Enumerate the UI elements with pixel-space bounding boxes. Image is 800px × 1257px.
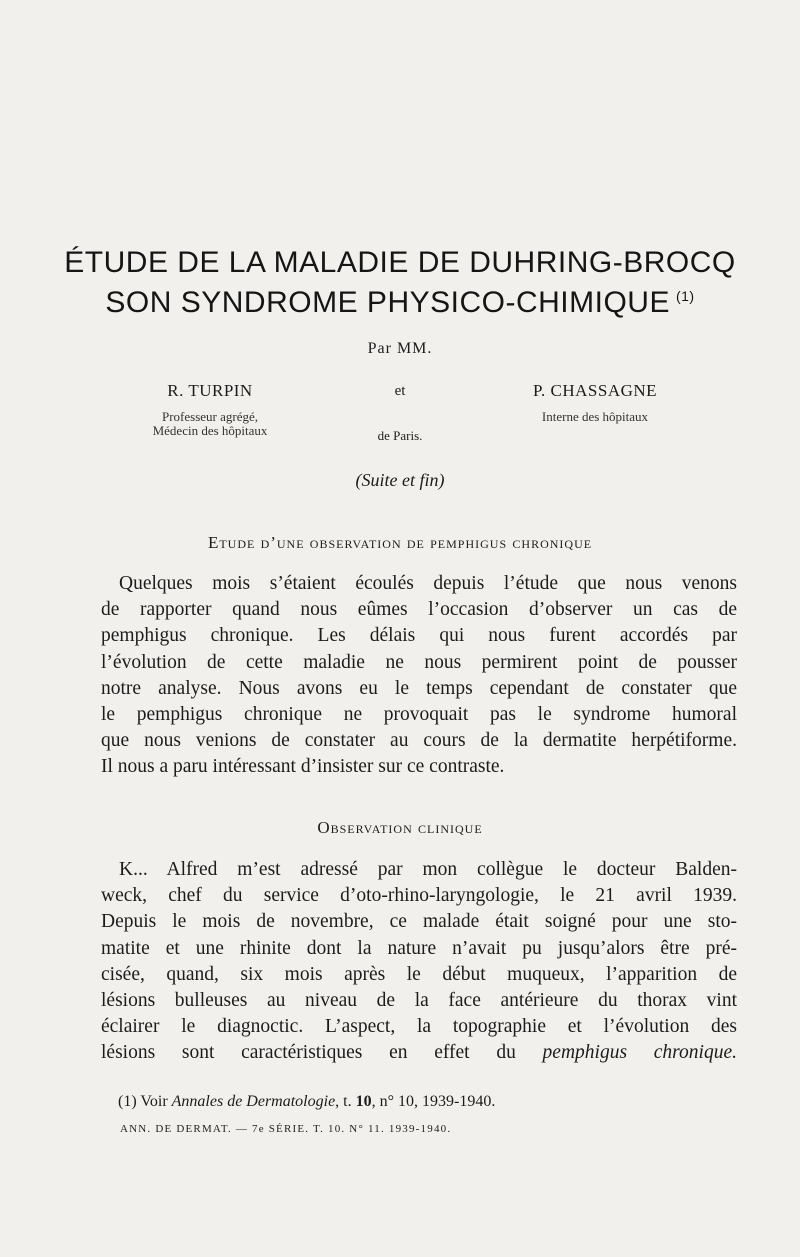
footnote-marker: (1)	[118, 1093, 137, 1110]
paragraph-observation	[101, 857, 737, 1067]
section-heading-etude: Etude d’une observation de pemphigus chronique	[207, 533, 593, 552]
text-line: l’évolution de cette maladie ne nous permirent point de pousser	[101, 651, 737, 673]
text-line: Quelques mois s’étaient écoulés depuis l’étude que nous venons	[119, 573, 737, 594]
author-chassagne	[480, 381, 710, 424]
footnote	[118, 1093, 495, 1111]
author-name: P. CHASSAGNE	[532, 381, 658, 400]
author-connector: et	[394, 383, 406, 399]
text-line: le pemphigus chronique ne provoquait pas le syndrome humoral	[101, 703, 737, 725]
footnote-rest: , n° 10, 1939-1940.	[371, 1093, 496, 1110]
author-role: Médecin des hôpitaux	[152, 423, 268, 438]
author-name: R. TURPIN	[167, 381, 253, 400]
text-line: lésions bulleuses au niveau de la face antérieure du thorax vint	[101, 989, 737, 1011]
text-line: éclairer le diagnoctic. L’aspect, la topographie et l’évolution des	[101, 1016, 737, 1038]
byline-par: Par MM.	[367, 340, 433, 357]
text-line-italic: pemphigus chronique.	[542, 1042, 737, 1064]
section-heading-observation: Observation clinique	[317, 818, 483, 837]
continuation-note: (Suite et fin)	[355, 470, 445, 490]
article-title-line-2-text: SON SYNDROME PHYSICO-CHIMIQUE	[105, 286, 670, 319]
footnote-journal: Annales de Dermatologie	[171, 1093, 336, 1110]
text-line: Il nous a paru intéressant d’insister sur ce contraste.	[101, 756, 505, 778]
running-footer: ANN. DE DERMAT. — 7e SÉRIE. T. 10. N° 11. 1939-1940.	[120, 1123, 452, 1135]
title-footnote-marker[interactable]: (1)	[675, 288, 695, 304]
text-line-start: lésions sont caractéristiques en effet du	[101, 1042, 543, 1064]
author-role: Professeur agrégé,	[161, 409, 258, 424]
text-line: notre analyse. Nous avons eu le temps cependant de constater que	[101, 677, 737, 699]
text-line: que nous venions de constater au cours de la dermatite herpétiforme.	[101, 730, 737, 752]
text-line: weck, chef du service d’oto-rhino-laryngologie, le 21 avril 1939.	[101, 885, 737, 907]
text-line	[101, 1040, 737, 1066]
text-line: cisée, quand, six mois après le début muqueux, l’apparition de	[101, 963, 737, 985]
author-location: de Paris.	[377, 428, 423, 443]
text-line: Depuis le mois de novembre, ce malade était soigné pour une sto-	[101, 911, 737, 933]
text-line: K... Alfred m’est adressé par mon collègue le docteur Balden-	[119, 859, 737, 880]
footnote-tome: 10	[355, 1093, 372, 1110]
paragraph-intro	[101, 571, 737, 781]
footnote-mid: , t.	[335, 1093, 356, 1110]
text-line: pemphigus chronique. Les délais qui nous furent accordés par	[101, 625, 737, 647]
footnote-prefix: Voir	[140, 1093, 172, 1110]
article-title-line-2	[60, 286, 740, 320]
article-title-line-1: ÉTUDE DE LA MALADIE DE DUHRING-BROCQ	[64, 246, 736, 279]
text-line: matite et une rhinite dont la nature n’avait pu jusqu’alors être pré-	[101, 937, 737, 959]
text-line: de rapporter quand nous eûmes l’occasion d’observer un cas de	[101, 599, 737, 621]
author-role: Interne des hôpitaux	[541, 409, 649, 424]
